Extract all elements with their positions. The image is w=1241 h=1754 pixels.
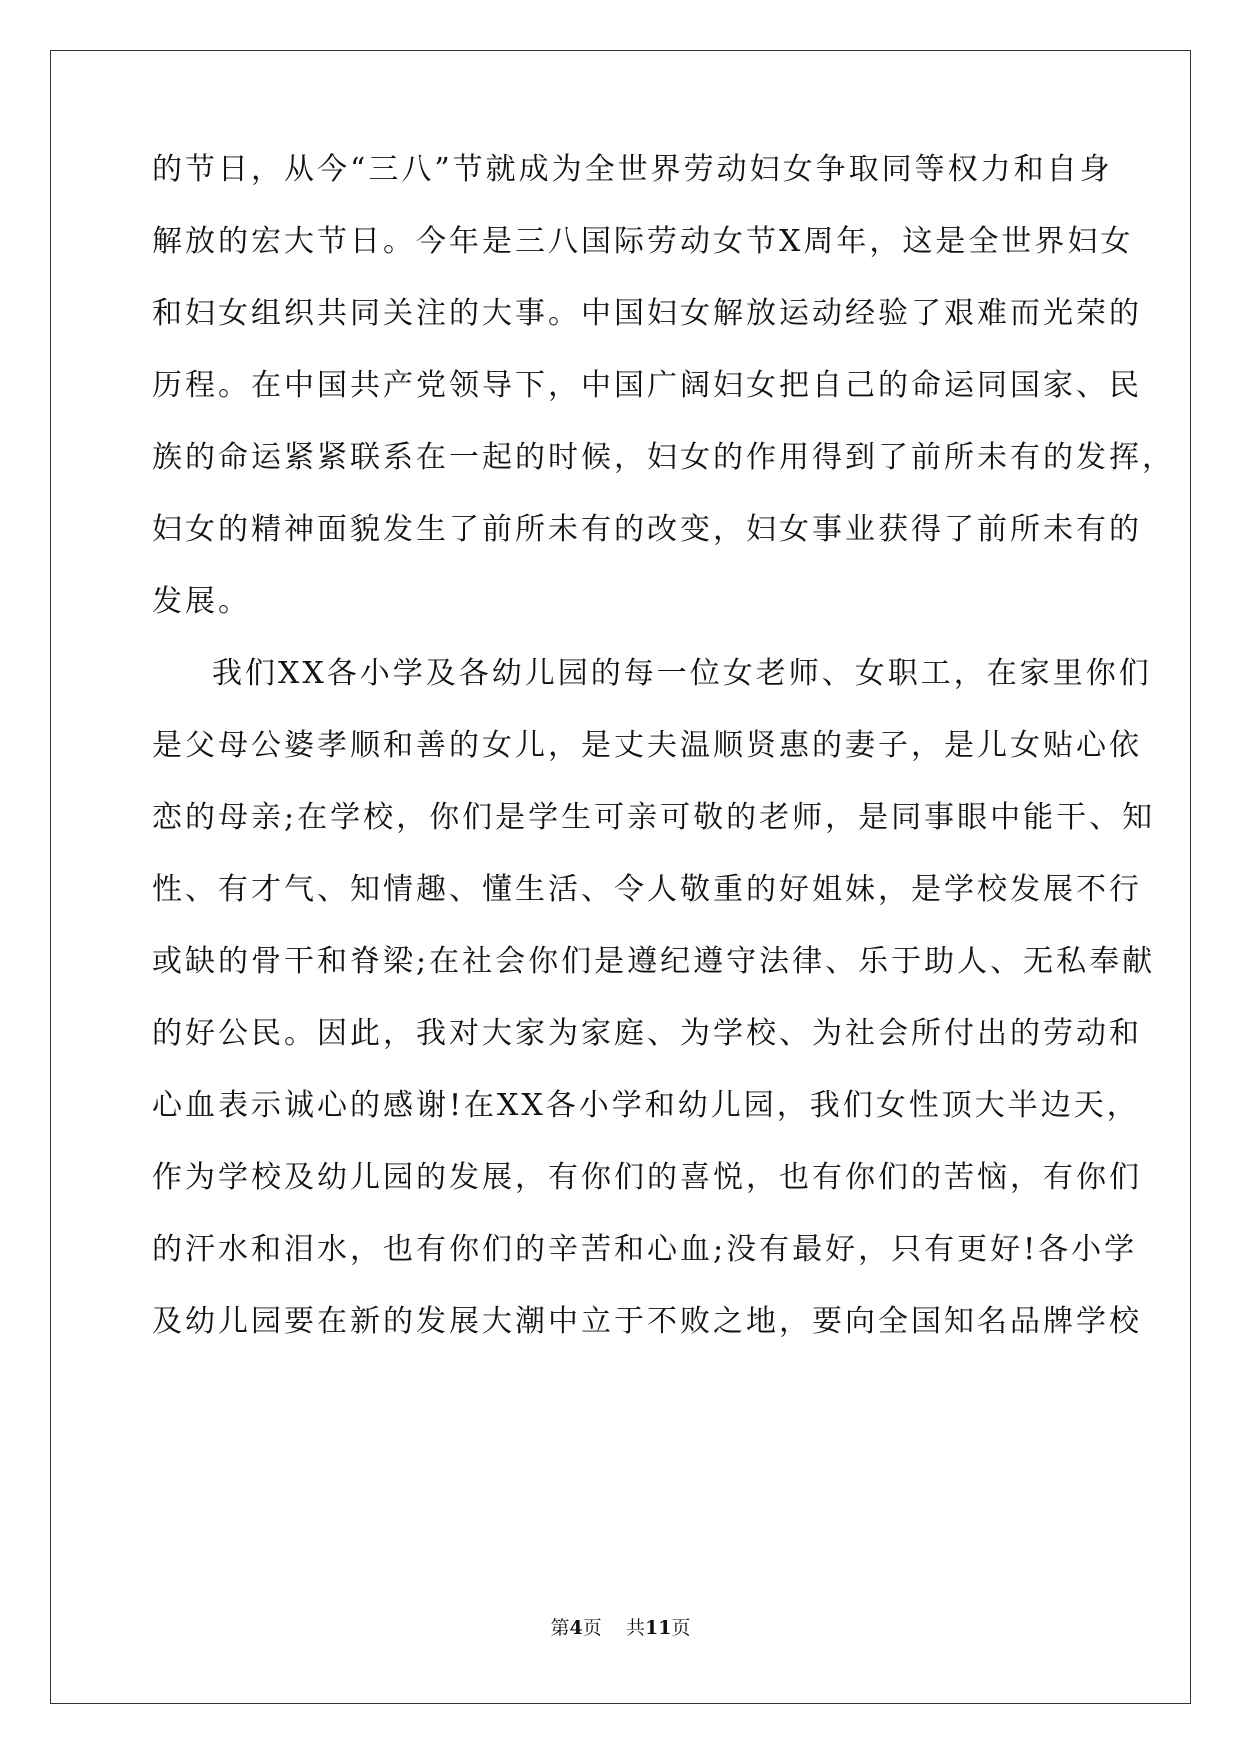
total-pages: 11 [644,1617,672,1639]
total-suffix: 页 [671,1617,691,1639]
text-line: 的好公民。因此，我对大家为家庭、为学校、为社会所付出的劳动和 [152,1016,1142,1051]
page-number: 4 [569,1617,583,1639]
page-prefix: 第 [550,1617,570,1639]
total-prefix: 共 [625,1617,645,1639]
text-line: 解放的宏大节日。今年是三八国际劳动女节X周年，这是全世界妇女 [152,224,1134,259]
text-line: 心血表示诚心的感谢!在XX各小学和幼儿园，我们女性顶大半边天， [152,1088,1140,1123]
text-line: 的汗水和泪水，也有你们的辛苦和心血;没有最好，只有更好!各小学 [152,1232,1138,1267]
text-line: 妇女的精神面貌发生了前所未有的改变，妇女事业获得了前所未有的 [152,512,1142,547]
text-line: 的节日，从今“三八”节就成为全世界劳动妇女争取同等权力和自身 [152,152,1113,187]
page-footer [0,1613,1241,1640]
text-line: 恋的母亲;在学校，你们是学生可亲可敬的老师，是同事眼中能干、知 [152,800,1156,835]
text-line: 或缺的骨干和脊梁;在社会你们是遵纪遵守法律、乐于助人、无私奉献 [152,944,1156,979]
text-line: 历程。在中国共产党领导下，中国广阔妇女把自己的命运同国家、民 [152,368,1142,403]
text-line: 和妇女组织共同关注的大事。中国妇女解放运动经验了艰难而光荣的 [152,296,1142,331]
text-line: 及幼儿园要在新的发展大潮中立于不败之地，要向全国知名品牌学校 [152,1304,1142,1339]
text-line: 发展。 [152,584,251,619]
text-line: 我们XX各小学及各幼儿园的每一位女老师、女职工，在家里你们 [212,656,1152,691]
text-line: 作为学校及幼儿园的发展，有你们的喜悦，也有你们的苦恼，有你们 [152,1160,1142,1195]
text-line: 性、有才气、知情趣、懂生活、令人敬重的好姐妹，是学校发展不行 [152,872,1142,907]
page-suffix: 页 [582,1617,602,1639]
text-line: 是父母公婆孝顺和善的女儿，是丈夫温顺贤惠的妻子，是儿女贴心依 [152,728,1142,763]
text-line: 族的命运紧紧联系在一起的时候，妇女的作用得到了前所未有的发挥， [152,440,1175,475]
